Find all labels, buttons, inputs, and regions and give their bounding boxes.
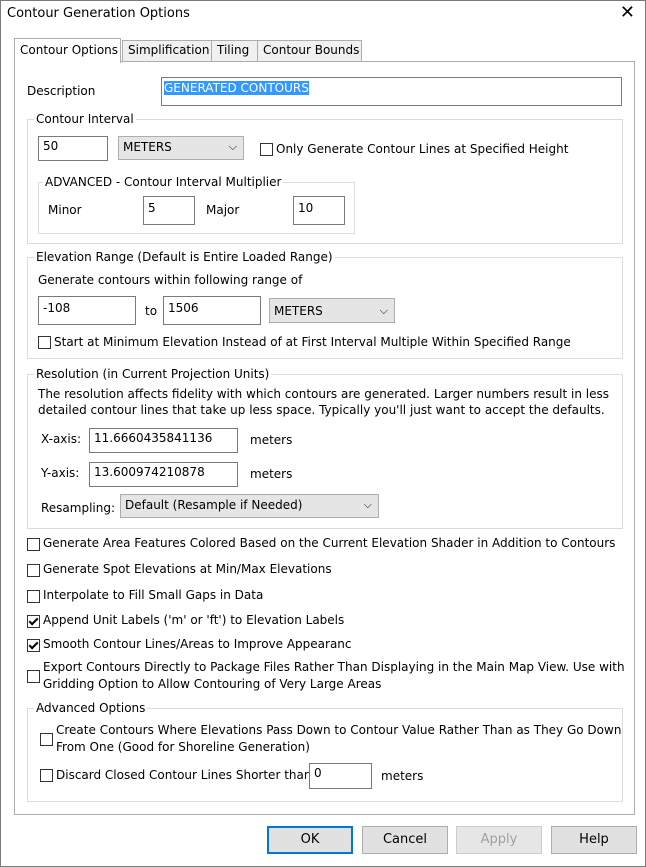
resampling-value: Default (Resample if Needed) xyxy=(125,498,303,512)
discard-length-unit: meters xyxy=(381,769,424,783)
resolution-legend: Resolution (in Current Projection Units) xyxy=(36,367,270,381)
only-specified-height-checkbox[interactable] xyxy=(260,143,273,156)
elevation-range-instruction: Generate contours within following range of xyxy=(38,273,303,287)
export-packages-checkbox[interactable] xyxy=(27,670,40,683)
contour-interval-unit-value: METERS xyxy=(123,140,172,154)
elevation-to-input[interactable]: 1506 xyxy=(163,296,261,325)
advanced-options-legend: Advanced Options xyxy=(36,701,146,715)
tab-contour-bounds[interactable]: Contour Bounds xyxy=(257,40,362,61)
unit-labels-checkbox[interactable] xyxy=(27,615,40,628)
export-packages-label-line1: Export Contours Directly to Package Files Rather Than Displaying in the Main Map View. Use with xyxy=(43,660,625,674)
advanced-multiplier-legend: ADVANCED - Contour Interval Multiplier xyxy=(45,175,282,189)
contour-interval-unit-select[interactable] xyxy=(118,136,244,160)
area-features-checkbox[interactable] xyxy=(27,538,40,551)
y-axis-input[interactable]: 13.600974210878 xyxy=(89,462,238,487)
spot-elevations-checkbox[interactable] xyxy=(27,564,40,577)
interpolate-label: Interpolate to Fill Small Gaps in Data xyxy=(43,588,264,602)
elevation-to-label: to xyxy=(145,304,158,318)
discard-short-label: Discard Closed Contour Lines Shorter thar xyxy=(56,768,309,782)
start-min-elevation-checkbox[interactable] xyxy=(38,336,51,349)
unit-labels-label: Append Unit Labels ('m' or 'ft') to Elevation Labels xyxy=(43,613,345,627)
chevron-down-icon: ⌵ xyxy=(363,498,372,511)
description-field[interactable]: GENERATED CONTOURS xyxy=(161,77,622,106)
discard-length-input[interactable]: 0 xyxy=(309,763,372,789)
export-packages-label-line2: Gridding Option to Allow Contouring of Very Large Areas xyxy=(43,677,382,691)
interpolate-checkbox[interactable] xyxy=(27,590,40,603)
minor-input[interactable]: 5 xyxy=(143,196,195,225)
resolution-description-line2: detailed contour lines that take up less space. Typically you'll just want to accept the defaults. xyxy=(38,403,605,417)
major-label: Major xyxy=(206,203,240,217)
start-min-elevation-label: Start at Minimum Elevation Instead of at First Interval Multiple Within Specified Range xyxy=(54,335,571,349)
smooth-contours-label: Smooth Contour Lines/Areas to Improve Appearanc xyxy=(43,637,352,651)
description-label: Description xyxy=(27,84,96,98)
area-features-label: Generate Area Features Colored Based on the Current Elevation Shader in Addition to Contours xyxy=(43,536,616,550)
elevation-unit-select[interactable] xyxy=(269,298,395,323)
elevation-range-legend: Elevation Range (Default is Entire Loaded Range) xyxy=(36,250,333,264)
close-icon[interactable]: ✕ xyxy=(619,2,635,23)
x-axis-unit: meters xyxy=(250,433,293,447)
elevation-from-input[interactable]: -108 xyxy=(38,296,136,325)
smooth-contours-checkbox[interactable] xyxy=(27,639,40,652)
contour-interval-legend: Contour Interval xyxy=(36,112,134,126)
spot-elevations-label: Generate Spot Elevations at Min/Max Elevations xyxy=(43,562,332,576)
resampling-select[interactable] xyxy=(120,494,379,518)
x-axis-label: X-axis: xyxy=(41,432,82,446)
ok-button[interactable]: OK xyxy=(267,826,353,854)
contour-interval-input[interactable]: 50 xyxy=(38,136,108,161)
chevron-down-icon: ⌵ xyxy=(379,304,388,317)
apply-button[interactable]: Apply xyxy=(456,826,542,854)
tab-tiling[interactable]: Tiling xyxy=(211,40,258,61)
help-button[interactable]: Help xyxy=(551,826,637,854)
minor-label: Minor xyxy=(48,203,82,217)
major-input[interactable]: 10 xyxy=(293,196,345,225)
only-specified-height-label: Only Generate Contour Lines at Specified Height xyxy=(276,142,569,156)
window-title: Contour Generation Options xyxy=(7,6,190,21)
pass-down-checkbox[interactable] xyxy=(40,733,53,746)
title-bar xyxy=(1,1,645,27)
resampling-label: Resampling: xyxy=(41,501,116,515)
discard-short-checkbox[interactable] xyxy=(40,769,53,782)
tab-simplification[interactable]: Simplification xyxy=(122,40,212,61)
pass-down-label-line1: Create Contours Where Elevations Pass Down to Contour Value Rather Than as They Go Down xyxy=(56,723,622,737)
x-axis-input[interactable]: 11.6660435841136 xyxy=(89,428,238,453)
chevron-down-icon: ⌵ xyxy=(228,140,237,153)
pass-down-label-line2: From One (Good for Shoreline Generation) xyxy=(56,740,310,754)
elevation-unit-value: METERS xyxy=(274,304,323,318)
y-axis-unit: meters xyxy=(250,467,293,481)
y-axis-label: Y-axis: xyxy=(41,466,80,480)
tab-contour-options[interactable]: Contour Options xyxy=(14,38,121,63)
cancel-button[interactable]: Cancel xyxy=(362,826,448,854)
resolution-description-line1: The resolution affects fidelity with which contours are generated. Larger numbers result in less xyxy=(38,387,609,401)
